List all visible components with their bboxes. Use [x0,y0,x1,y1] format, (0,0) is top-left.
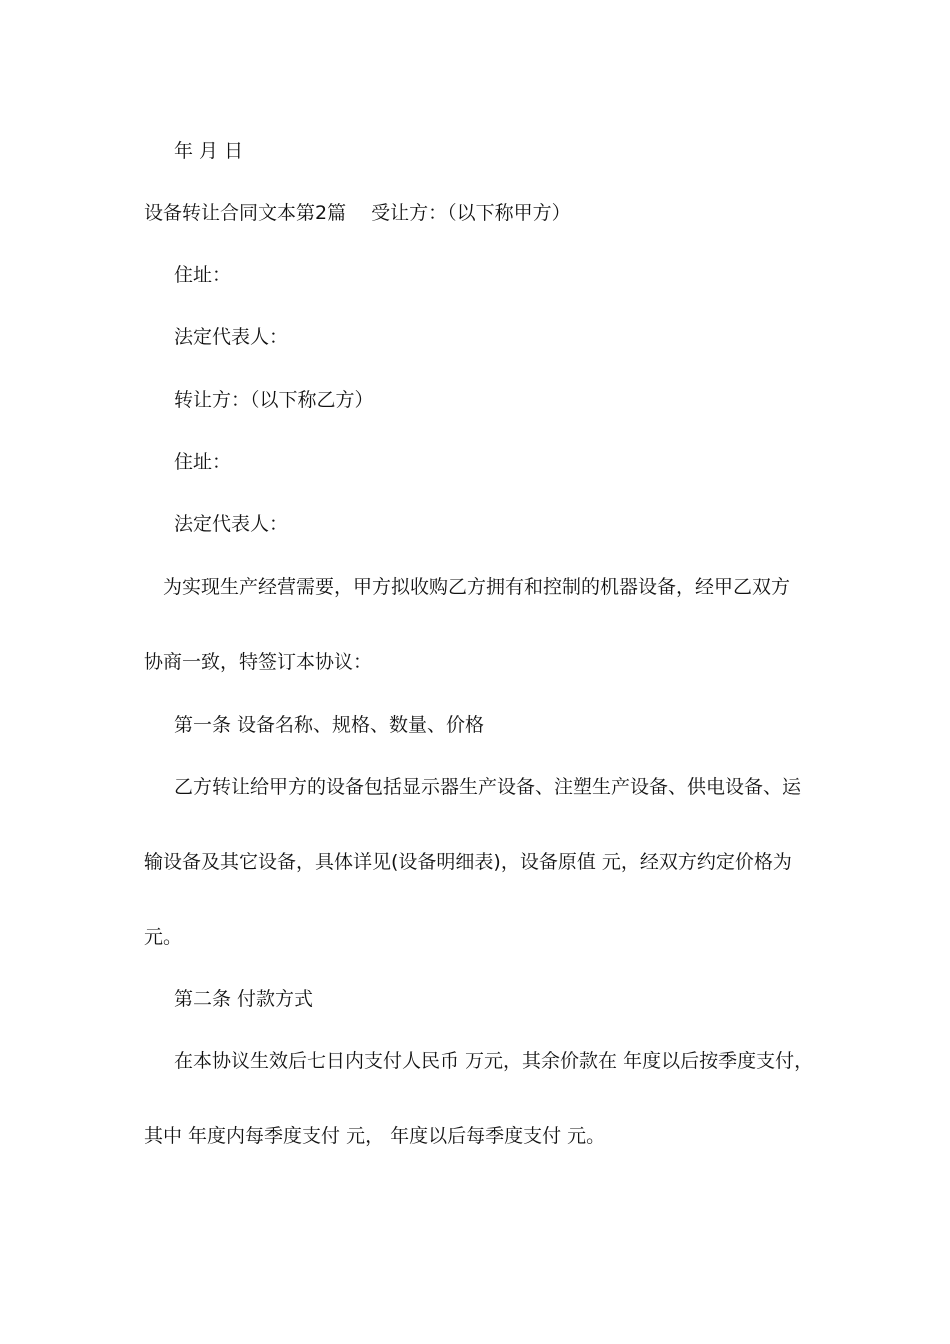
party-a-representative: 法定代表人： [174,326,289,348]
article-1-heading: 第一条 设备名称、规格、数量、价格 [174,714,485,736]
party-b-label: 转让方：（以下称乙方） [174,389,374,411]
article-2-heading: 第二条 付款方式 [174,988,314,1010]
article-1-line-2: 输设备及其它设备，具体详见(设备明细表)，设备原值 元，经双方约定价格为 [144,851,792,873]
article-1-line-3: 元。 [144,926,183,948]
preamble-line-2: 协商一致，特签订本协议： [144,651,373,673]
preamble-line-1: 为实现生产经营需要，甲方拟收购乙方拥有和控制的机器设备，经甲乙双方 [163,576,791,598]
party-a-address: 住址： [174,264,232,286]
article-1-line-1: 乙方转让给甲方的设备包括显示器生产设备、注塑生产设备、供电设备、运 [174,776,802,798]
article-2-line-2: 其中 年度内每季度支付 元， 年度以后每季度支付 元。 [144,1125,606,1147]
title-line: 设备转让合同文本第2篇 受让方：（以下称甲方） [144,202,571,224]
party-b-address: 住址： [174,451,232,473]
article-2-line-1: 在本协议生效后七日内支付人民币 万元，其余价款在 年度以后按季度支付， [174,1050,814,1072]
date-line: 年 月 日 [174,140,244,162]
party-b-representative: 法定代表人： [174,513,289,535]
